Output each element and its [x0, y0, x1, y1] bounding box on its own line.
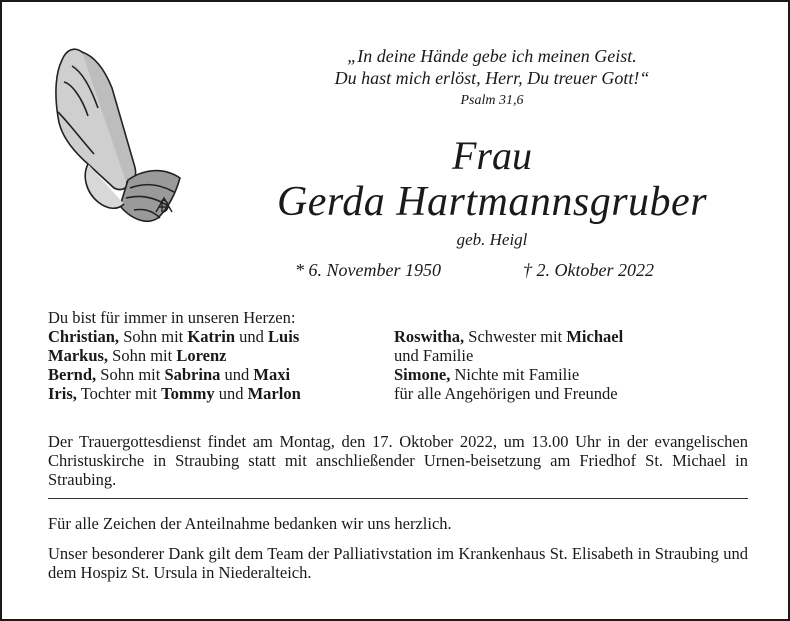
mourner-line: Simone, Nichte mit Familie: [394, 365, 580, 384]
praying-hands-icon: [42, 42, 192, 228]
thanks-line-2: Unser besonderer Dank gilt dem Team der Palliativstation im Krankenhaus St. Elisabeth in Straubing und dem Hospiz St. Ursula in Niederalteich.: [48, 544, 748, 582]
mourner-line: für alle Angehörigen und Freunde: [394, 384, 618, 403]
mourner-line: Iris, Tochter mit Tommy und Marlon: [48, 384, 301, 403]
maiden-name: geb. Heigl: [456, 230, 528, 249]
mourners-intro: Du bist für immer in unseren Herzen:: [48, 308, 296, 327]
mourner-line: Markus, Sohn mit Lorenz: [48, 346, 227, 365]
mourner-line: und Familie: [394, 346, 474, 365]
quote-source: Psalm 31,6: [460, 93, 524, 108]
service-text: Der Trauergottesdienst findet am Montag, den 17. Oktober 2022, um 13.00 Uhr in der evangelischen Christuskirche in Straubing statt mit anschließender Urnen-beisetzung am Friedhof St. Michael in Straubing.: [48, 432, 748, 489]
mourner-line: Roswitha, Schwester mit Michael: [394, 327, 624, 346]
mourners-left: [48, 308, 388, 403]
mourner-line: Christian, Sohn mit Katrin und Luis: [48, 327, 300, 346]
mourners-right: [394, 327, 734, 403]
death-date: † 2. Oktober 2022: [523, 260, 654, 280]
birth-date: * 6. November 1950: [295, 260, 441, 280]
thanks-line-1: Für alle Zeichen der Anteilnahme bedanken wir uns herzlich.: [48, 514, 452, 533]
deceased-name: Gerda Hartmannsgruber: [276, 179, 708, 225]
mourner-line: Bernd, Sohn mit Sabrina und Maxi: [48, 365, 291, 384]
title-frau: Frau: [452, 133, 532, 178]
quote-line-2: Du hast mich erlöst, Herr, Du treuer Gott!“: [334, 68, 650, 88]
quote-line-1: „In deine Hände gebe ich meinen Geist.: [347, 46, 637, 66]
divider: [48, 498, 748, 499]
